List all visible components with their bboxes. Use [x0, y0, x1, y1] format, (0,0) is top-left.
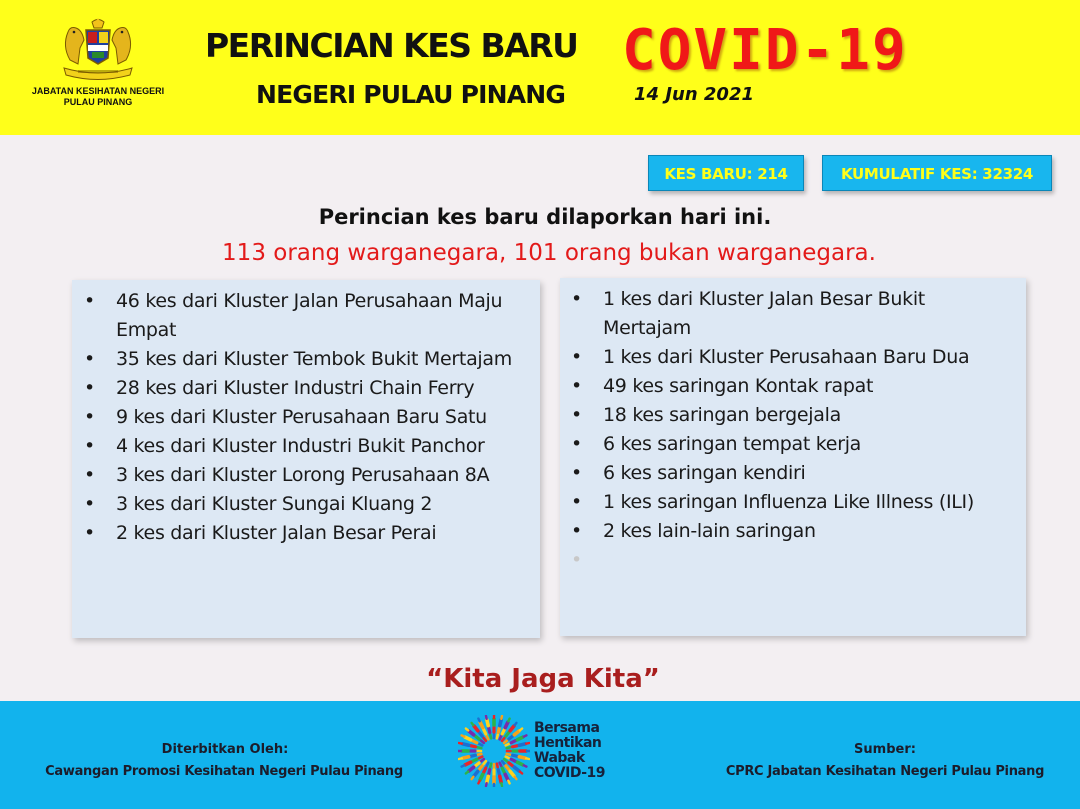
logo-spoke — [466, 772, 468, 774]
logo-spoke — [487, 736, 489, 740]
bullet: • — [571, 491, 582, 513]
logo-spoke — [497, 764, 498, 768]
logo-spoke — [483, 761, 485, 764]
bullet: • — [571, 346, 582, 368]
logo-spoke — [515, 777, 517, 779]
logo-spoke — [480, 722, 483, 727]
bullet: • — [84, 348, 95, 370]
logo-spoke — [466, 729, 468, 731]
details-heading: Perincian kes baru dilaporkan hari ini. — [318, 205, 772, 229]
footer-banner — [0, 701, 1080, 809]
list-item: • 35 kes dari Kluster Tembok Bukit Mertajam — [72, 345, 540, 374]
logo-spoke — [490, 764, 491, 768]
logo-spoke — [510, 726, 514, 731]
publisher-name: Cawangan Promosi Kesihatan Negeri Pulau Pinang — [45, 764, 403, 779]
logo-spoke — [487, 720, 488, 726]
logo-spoke — [459, 743, 462, 744]
logo-spoke — [500, 776, 501, 782]
bullet: • — [84, 406, 95, 428]
logo-spoke — [520, 772, 522, 774]
logo-spoke — [479, 757, 483, 759]
logo-spoke — [471, 755, 476, 756]
logo-spoke — [514, 731, 519, 735]
logo-spoke — [487, 776, 488, 782]
bullet: • — [84, 435, 95, 457]
new-cases-badge: KES BARU: 214 — [648, 155, 804, 191]
bullet: • — [84, 464, 95, 486]
logo-spoke — [506, 766, 509, 770]
bullet: • — [571, 404, 582, 426]
slogan: “Kita Jaga Kita” — [426, 664, 660, 694]
logo-spoke — [501, 783, 502, 786]
logo-spoke — [506, 732, 509, 736]
logo-spoke — [469, 767, 474, 771]
logo-spoke — [463, 744, 469, 745]
logo-spoke — [475, 736, 479, 739]
logo-spoke — [519, 757, 525, 758]
logo-spoke — [526, 758, 529, 759]
logo-spoke — [517, 762, 522, 765]
page-title: PERINCIAN KES BARU — [205, 26, 578, 65]
cumulative-cases-badge: KUMULATIF KES: 32324 — [822, 155, 1052, 191]
logo-spoke — [474, 771, 478, 776]
logo-spoke — [500, 720, 501, 726]
logo-spoke — [498, 770, 499, 775]
list-item: • 3 kes dari Kluster Sungai Kluang 2 — [72, 490, 540, 519]
logo-spoke — [489, 770, 490, 775]
logo-spoke — [513, 755, 518, 756]
list-item: • 9 kes dari Kluster Perusahaan Baru Satu — [72, 403, 540, 432]
logo-spoke — [480, 774, 483, 779]
logo-spoke — [508, 719, 509, 722]
logo-spoke — [481, 759, 484, 761]
bullet: • — [571, 462, 582, 484]
logo-spoke — [497, 734, 498, 738]
logo-spoke — [478, 781, 479, 784]
logo-spoke — [504, 759, 507, 761]
list-item: • 49 kes saringan Kontak rapat — [560, 372, 1026, 401]
logo-spoke — [509, 763, 513, 766]
logo-spoke — [509, 736, 513, 739]
logo-spoke — [472, 777, 474, 779]
logo-spoke — [487, 763, 489, 767]
logo-spoke — [463, 757, 469, 758]
logo-spoke — [486, 783, 487, 786]
logo-spoke — [506, 757, 510, 759]
logo-spoke — [484, 729, 486, 734]
list-item: • 2 kes lain-lain saringan — [560, 517, 1026, 546]
state-subtitle: NEGERI PULAU PINANG — [256, 80, 566, 109]
logo-spoke — [502, 738, 504, 741]
bullet: • — [571, 288, 582, 310]
cluster-list-left — [72, 280, 540, 548]
bullet: • — [84, 493, 95, 515]
logo-spoke — [502, 729, 504, 734]
logo-spoke — [472, 741, 477, 743]
logo-spoke — [489, 728, 490, 733]
logo-spoke — [507, 754, 511, 755]
logo-spoke — [498, 728, 499, 733]
logo-spoke — [507, 747, 511, 748]
logo-spoke — [483, 738, 485, 741]
bullet: • — [571, 549, 582, 571]
logo-spoke — [479, 732, 482, 736]
logo-spoke — [478, 719, 479, 722]
logo-spoke — [520, 729, 522, 731]
logo-spoke — [513, 746, 518, 747]
logo-spoke — [515, 723, 517, 725]
bullet: • — [84, 522, 95, 544]
logo-spoke — [477, 747, 481, 748]
logo-spoke — [526, 743, 529, 744]
list-item: • 6 kes saringan kendiri — [560, 459, 1026, 488]
empty-list-item — [560, 546, 1026, 575]
logo-spoke — [479, 766, 482, 770]
logo-spoke — [501, 716, 502, 719]
logo-spoke — [477, 754, 481, 755]
logo-spoke — [524, 765, 527, 766]
list-item: • 3 kes dari Kluster Lorong Perusahaan 8A — [72, 461, 540, 490]
list-item: • 1 kes dari Kluster Jalan Besar Bukit Mertajam — [560, 285, 1026, 343]
logo-spoke — [471, 746, 476, 747]
logo-spoke — [465, 737, 470, 740]
list-item: • 18 kes saringan bergejala — [560, 401, 1026, 430]
logo-spoke — [472, 723, 474, 725]
list-item: • 6 kes saringan tempat kerja — [560, 430, 1026, 459]
logo-spoke — [511, 741, 516, 743]
logo-spoke — [502, 768, 504, 773]
publisher-label: Diterbitkan Oleh: — [161, 742, 289, 757]
report-date: 14 Jun 2021 — [634, 84, 755, 105]
source-label: Sumber: — [854, 742, 916, 757]
logo-spoke — [474, 726, 478, 731]
bullet: • — [571, 375, 582, 397]
cluster-panel-right — [560, 278, 1026, 636]
logo-spoke — [502, 761, 504, 764]
logo-spoke — [514, 767, 519, 771]
header-banner — [0, 0, 1080, 135]
cluster-panel-left — [72, 280, 540, 638]
logo-spoke — [481, 740, 484, 742]
list-item: • 2 kes dari Kluster Jalan Besar Perai — [72, 519, 540, 548]
source-name: CPRC Jabatan Kesihatan Negeri Pulau Pinang — [725, 764, 1045, 779]
list-item: • 46 kes dari Kluster Jalan Perusahaan Maju Empat — [72, 287, 540, 345]
logo-spoke — [519, 744, 525, 745]
nationality-summary: 113 orang warganegara, 101 orang bukan warganegara. — [222, 240, 876, 266]
logo-spoke — [511, 759, 516, 761]
logo-spoke — [517, 737, 522, 740]
logo-spoke — [524, 735, 527, 736]
logo-spoke — [505, 722, 508, 727]
logo-spoke — [510, 771, 514, 776]
logo-spoke — [484, 768, 486, 773]
logo-spoke — [469, 731, 474, 735]
logo-spoke — [500, 736, 502, 740]
bullet: • — [84, 290, 95, 312]
logo-spoke — [479, 744, 483, 746]
campaign-logo-text: Bersama Hentikan Wabak COVID-19 — [534, 720, 606, 781]
covid-title: COVID-19 — [622, 18, 908, 83]
logo-spoke — [486, 716, 487, 719]
logo-spoke — [508, 781, 509, 784]
logo-spoke — [505, 774, 508, 779]
logo-spoke — [462, 735, 465, 736]
list-item: • 4 kes dari Kluster Industri Bukit Panchor — [72, 432, 540, 461]
logo-spoke — [506, 744, 510, 746]
list-item: • 1 kes dari Kluster Perusahaan Baru Dua — [560, 343, 1026, 372]
malaysia-coat-of-arms-icon — [56, 18, 140, 84]
bullet: • — [571, 433, 582, 455]
cluster-list-right — [560, 278, 1026, 575]
list-item: • 1 kes saringan Influenza Like Illness (ILI) — [560, 488, 1026, 517]
logo-spoke — [472, 759, 477, 761]
logo-spoke — [459, 758, 462, 759]
bullet: • — [84, 377, 95, 399]
logo-spoke — [462, 765, 465, 766]
logo-spoke — [475, 763, 479, 766]
logo-spoke — [504, 740, 507, 742]
logo-spoke — [490, 734, 491, 738]
logo-spoke — [500, 763, 502, 767]
logo-spoke — [465, 762, 470, 765]
list-item: • 28 kes dari Kluster Industri Chain Ferry — [72, 374, 540, 403]
campaign-logo-icon — [458, 715, 530, 787]
bullet: • — [571, 520, 582, 542]
department-name: JABATAN KESIHATAN NEGERI PULAU PINANG — [31, 86, 165, 107]
